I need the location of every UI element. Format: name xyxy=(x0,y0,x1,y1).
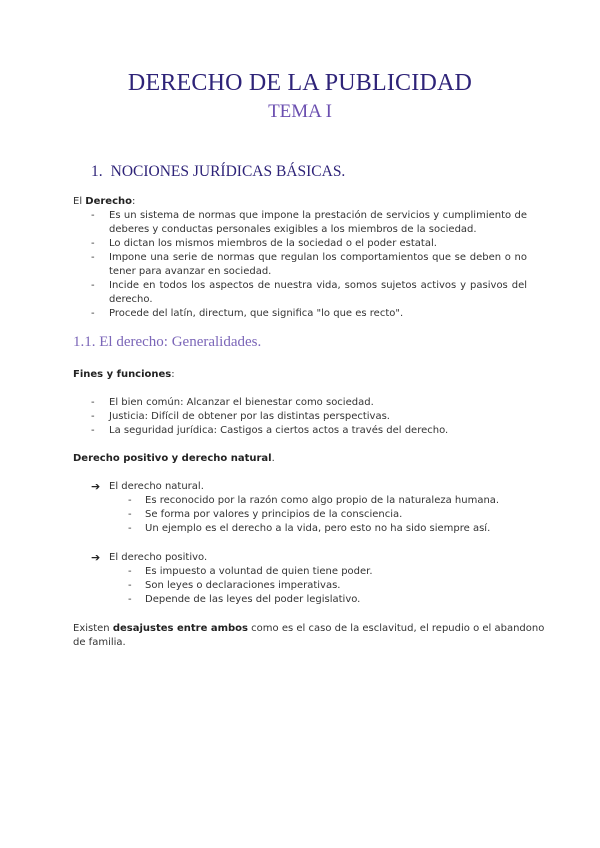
fines-label xyxy=(73,368,175,382)
section-heading-1 xyxy=(91,163,345,181)
intro-suffix: : xyxy=(132,196,136,207)
list-item: Es impuesto a voluntad de quien tiene poder. xyxy=(145,566,373,577)
intro-prefix: El xyxy=(73,196,86,207)
list-item: Justicia: Difícil de obtener por las distintas perspectivas. xyxy=(109,411,390,422)
list-item: Procede del latín, directum, que significa "lo que es recto". xyxy=(109,308,404,319)
list-dash: - xyxy=(91,397,95,408)
list-item: Se forma por valores y principios de la consciencia. xyxy=(145,509,403,520)
list-item-continuation: tener para avanzar en sociedad. xyxy=(109,266,272,277)
list-dash: - xyxy=(91,425,95,436)
list-item: Un ejemplo es el derecho a la vida, pero esto no ha sido siempre así. xyxy=(145,523,491,534)
list-item: Es un sistema de normas que impone la prestación de servicios y cumplimiento de xyxy=(109,210,527,221)
section-number: 1. xyxy=(91,163,103,180)
section-heading-1-1: 1.1. El derecho: Generalidades. xyxy=(73,334,262,350)
list-dash: - xyxy=(91,210,95,221)
list-dash: - xyxy=(91,411,95,422)
arrow-right-icon: ➔ xyxy=(91,480,101,493)
list-item: Incide en todos los aspectos de nuestra vida, somos sujetos activos y pasivos del xyxy=(109,280,527,291)
list-dash: - xyxy=(128,580,132,591)
closing-paragraph-line-1 xyxy=(73,622,544,636)
positivo-natural-bold: Derecho positivo y derecho natural xyxy=(73,453,272,464)
document-subtitle: TEMA I xyxy=(268,101,332,122)
list-item: Depende de las leyes del poder legislativo. xyxy=(145,594,361,605)
list-item: Son leyes o declaraciones imperativas. xyxy=(145,580,341,591)
closing-paragraph-line-2: de familia. xyxy=(73,637,126,648)
closing-rest: como es el caso de la esclavitud, el repudio o el abandono xyxy=(248,623,545,634)
natural-label: El derecho natural. xyxy=(109,481,204,492)
list-dash: - xyxy=(128,509,132,520)
list-dash: - xyxy=(91,280,95,291)
list-dash: - xyxy=(128,594,132,605)
fines-label-bold: Fines y funciones xyxy=(73,369,172,380)
positivo-natural-label xyxy=(73,452,275,466)
list-dash: - xyxy=(91,238,95,249)
closing-bold: desajustes entre ambos xyxy=(112,623,248,634)
fines-label-suffix: : xyxy=(171,369,175,380)
list-dash: - xyxy=(91,252,95,263)
list-item: El bien común: Alcanzar el bienestar como sociedad. xyxy=(109,397,374,408)
list-item: Lo dictan los mismos miembros de la sociedad o el poder estatal. xyxy=(109,238,437,249)
list-item: Es reconocido por la razón como algo propio de la naturaleza humana. xyxy=(145,495,500,506)
list-dash: - xyxy=(128,495,132,506)
section-title: NOCIONES JURÍDICAS BÁSICAS. xyxy=(110,163,346,180)
list-item: Impone una serie de normas que regulan los comportamientos que se deben o no xyxy=(109,252,527,263)
list-item-continuation: deberes y conductas personales exigibles a los miembros de la sociedad. xyxy=(109,224,477,235)
intro-paragraph xyxy=(73,195,135,209)
document-title: DERECHO DE LA PUBLICIDAD xyxy=(127,70,473,96)
positivo-natural-suffix: . xyxy=(271,453,275,464)
list-item: La seguridad jurídica: Castigos a ciertos actos a través del derecho. xyxy=(109,425,449,436)
closing-prefix: Existen xyxy=(73,623,113,634)
list-dash: - xyxy=(128,566,132,577)
list-dash: - xyxy=(91,308,95,319)
positivo-label: El derecho positivo. xyxy=(109,552,208,563)
intro-bold: Derecho xyxy=(85,196,132,207)
list-item-continuation: derecho. xyxy=(109,294,153,305)
list-dash: - xyxy=(128,523,132,534)
arrow-right-icon: ➔ xyxy=(91,551,101,564)
